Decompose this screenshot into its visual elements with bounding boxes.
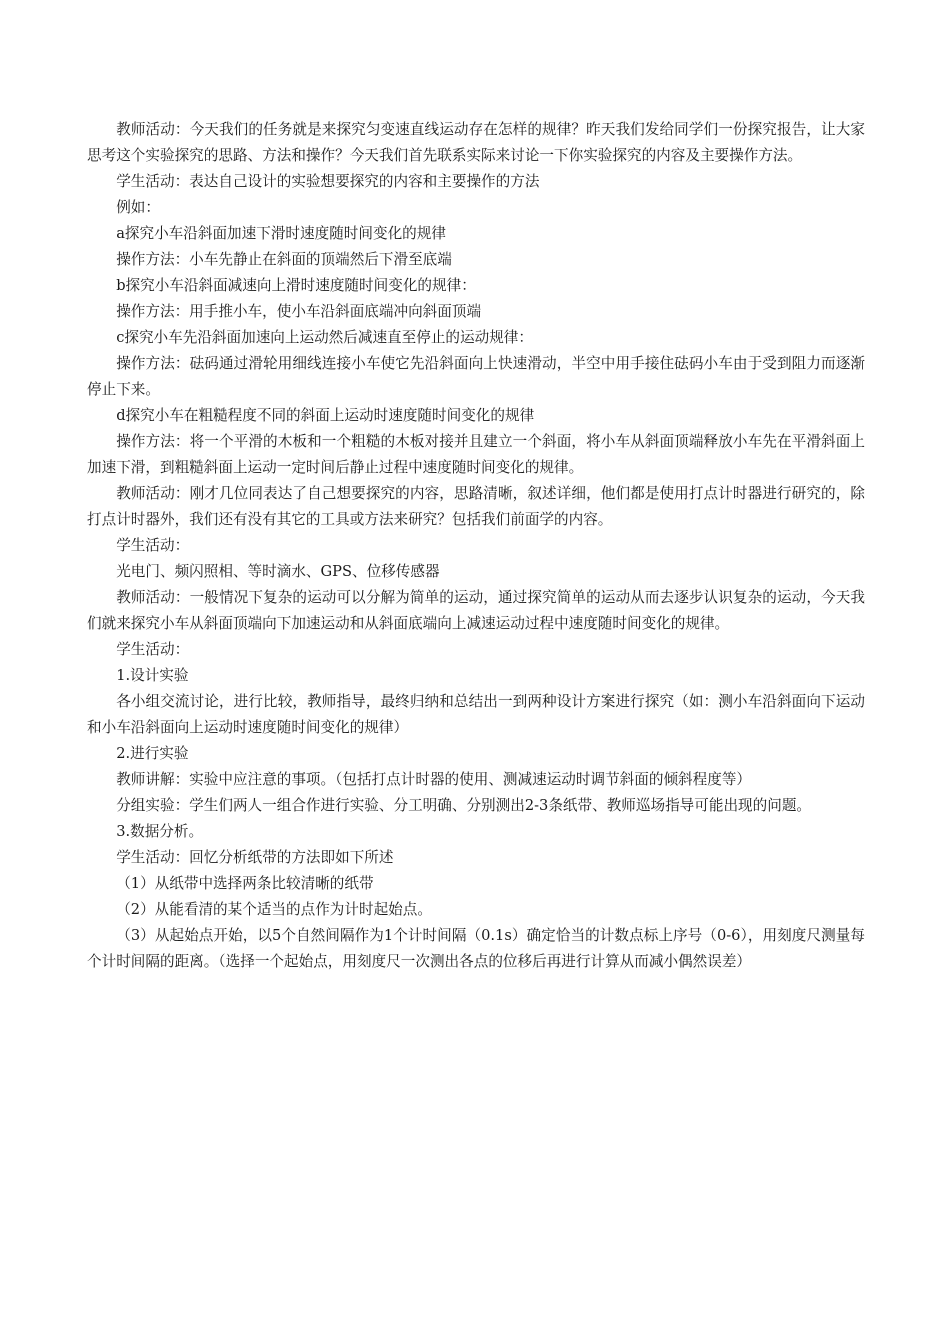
paragraph-method-b: 操作方法：用手推小车，使小车沿斜面底端冲向斜面顶端 bbox=[116, 303, 482, 320]
section-heading-design: 1.设计实验 bbox=[116, 667, 189, 684]
paragraph-method-c: 操作方法：砝码通过滑轮用细线连接小车使它先沿斜面向上快速滑动，半空中用手接住砝码小车由于受到阻力而逐渐停止下来。 bbox=[87, 355, 865, 398]
paragraph-step-2: （2）从能看清的某个适当的点作为计时起始点。 bbox=[116, 901, 432, 918]
paragraph-group-experiment: 分组实验：学生们两人一组合作进行实验、分工明确、分别测出2-3条纸带、教师巡场指导可能出现的问题。 bbox=[116, 797, 812, 814]
paragraph-group-discussion: 各小组交流讨论，进行比较，教师指导，最终归纳和总结出一到两种设计方案进行探究（如：测小车沿斜面向下运动和小车沿斜面向上运动时速度随时间变化的规律） bbox=[87, 693, 865, 736]
paragraph-example-b: b探究小车沿斜面减速向上滑时速度随时间变化的规律： bbox=[116, 277, 476, 294]
paragraph-example-c: c探究小车先沿斜面加速向上运动然后减速直至停止的运动规律： bbox=[116, 329, 533, 346]
section-heading-analysis: 3.数据分析。 bbox=[116, 823, 204, 840]
paragraph-example-label: 例如： bbox=[116, 199, 160, 216]
paragraph-tools-list: 光电门、频闪照相、等时滴水、GPS、位移传感器 bbox=[116, 563, 440, 580]
paragraph-student-recall: 学生活动：回忆分析纸带的方法即如下所述 bbox=[116, 849, 394, 866]
paragraph-teacher-notes: 教师讲解：实验中应注意的事项。（包括打点计时器的使用、测减速运动时调节斜面的倾斜程度等） bbox=[116, 771, 752, 788]
document-body bbox=[87, 117, 865, 975]
paragraph-example-d: d探究小车在粗糙程度不同的斜面上运动时速度随时间变化的规律 bbox=[116, 407, 535, 424]
paragraph-teacher-intro: 教师活动：今天我们的任务就是来探究匀变速直线运动存在怎样的规律？昨天我们发给同学们一份探究报告，让大家思考这个实验探究的思路、方法和操作？今天我们首先联系实际来讨论一下你实验探究的内容及主要操作方法。 bbox=[87, 121, 865, 164]
paragraph-teacher-decompose: 教师活动：一般情况下复杂的运动可以分解为简单的运动，通过探究简单的运动从而去逐步认识复杂的运动，今天我们就来探究小车从斜面顶端向下加速运动和从斜面底端向上减速运动过程中速度随时间变化的规律。 bbox=[87, 589, 865, 632]
paragraph-method-a: 操作方法：小车先静止在斜面的顶端然后下滑至底端 bbox=[116, 251, 452, 268]
paragraph-step-3: （3）从起始点开始，以5个自然间隔作为1个计时间隔（0.1s）确定恰当的计数点标上序号（0-6），用刻度尺测量每个计时间隔的距离。（选择一个起始点，用刻度尺一次测出各点的位移后再进行计算从而减小偶然误差） bbox=[87, 927, 865, 970]
paragraph-student-label: 学生活动： bbox=[116, 537, 190, 554]
paragraph-step-1: （1）从纸带中选择两条比较清晰的纸带 bbox=[116, 875, 374, 892]
paragraph-student-label-2: 学生活动： bbox=[116, 641, 190, 658]
paragraph-teacher-tools: 教师活动：刚才几位同表达了自己想要探究的内容，思路清晰，叙述详细，他们都是使用打点计时器进行研究的，除打点计时器外，我们还有没有其它的工具或方法来研究？包括我们前面学的内容。 bbox=[87, 485, 865, 528]
paragraph-example-a: a探究小车沿斜面加速下滑时速度随时间变化的规律 bbox=[116, 225, 446, 242]
section-heading-experiment: 2.进行实验 bbox=[116, 745, 189, 762]
paragraph-method-d: 操作方法：将一个平滑的木板和一个粗糙的木板对接并且建立一个斜面，将小车从斜面顶端释放小车先在平滑斜面上加速下滑，到粗糙斜面上运动一定时间后静止过程中速度随时间变化的规律。 bbox=[87, 433, 865, 476]
paragraph-student-express: 学生活动：表达自己设计的实验想要探究的内容和主要操作的方法 bbox=[116, 173, 540, 190]
